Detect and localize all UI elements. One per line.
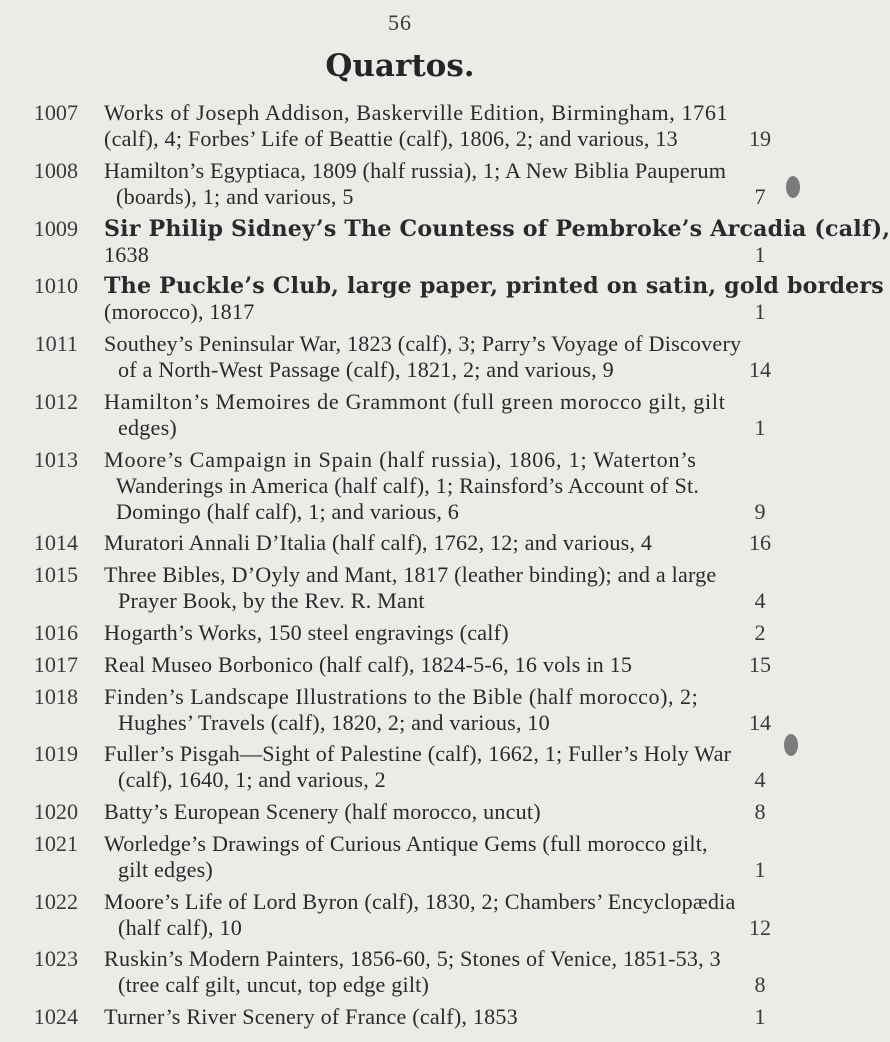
section-title: Quartos. <box>325 48 475 84</box>
lot-description-line: (tree calf gilt, uncut, top edge gilt) <box>118 972 430 998</box>
lot-description-line: Prayer Book, by the Rev. R. Mant <box>118 588 425 614</box>
lot-description-line: Hughes’ Travels (calf), 1820, 2; and various, 10 <box>118 709 550 735</box>
lot-number: 1018 <box>33 683 78 709</box>
lot-quantity: 1 <box>754 241 766 267</box>
lot-quantity: 14 <box>748 709 772 735</box>
lot-quantity: 1 <box>754 414 766 440</box>
lot-quantity: 8 <box>754 799 766 825</box>
lot-quantity: 1 <box>754 856 766 882</box>
lot-quantity: 1 <box>754 1004 766 1030</box>
lot-description-line: gilt edges) <box>118 856 213 882</box>
lot-quantity: 15 <box>748 651 772 677</box>
lot-number: 1013 <box>33 446 78 472</box>
page-number: 56 <box>388 10 412 35</box>
lot-description-line: (calf), 1640, 1; and various, 2 <box>118 767 386 793</box>
lot-number: 1024 <box>33 1004 78 1030</box>
lot-description-line: Works of Joseph Addison, Baskerville Edition, Birmingham, 1761 <box>104 100 729 125</box>
lot-description-line: edges) <box>118 414 177 440</box>
lot-number: 1008 <box>33 157 78 183</box>
lot-number: 1015 <box>33 562 78 588</box>
lot-description-line: Southey’s Peninsular War, 1823 (calf), 3; Parry’s Voyage of Discovery <box>104 331 742 357</box>
lot-description-line: Sir Philip Sidney’s The Countess of Pembroke’s Arcadia (calf), <box>104 215 890 242</box>
lot-number: 1007 <box>33 100 78 125</box>
lot-description-line: Hogarth’s Works, 150 steel engravings (calf) <box>104 620 509 645</box>
lot-description-line: (half calf), 10 <box>118 914 243 940</box>
lot-quantity: 19 <box>748 126 772 151</box>
lot-description-line: of a North-West Passage (calf), 1821, 2; and various, 9 <box>118 357 614 383</box>
lot-description-line: Fuller’s Pisgah—Sight of Palestine (calf), 1662, 1; Fuller’s Holy War <box>104 741 732 767</box>
lot-quantity: 12 <box>748 914 772 940</box>
lot-description-line: Finden’s Landscape Illustrations to the Bible (half morocco), 2; <box>104 683 699 709</box>
lot-description-line: Moore’s Campaign in Spain (half russia), 1806, 1; Waterton’s <box>104 446 697 472</box>
lot-description-line: (calf), 4; Forbes’ Life of Beattie (calf), 1806, 2; and various, 13 <box>104 126 678 151</box>
lot-description-line: (boards), 1; and various, 5 <box>116 183 354 209</box>
lot-quantity: 8 <box>754 972 766 998</box>
lot-number: 1011 <box>34 331 78 357</box>
lot-number: 1023 <box>33 946 78 972</box>
lot-description-line: Turner’s River Scenery of France (calf), 1853 <box>104 1004 518 1030</box>
lot-quantity: 9 <box>754 498 766 524</box>
margin-mark <box>784 734 798 756</box>
lot-description-line: Muratori Annali D’Italia (half calf), 1762, 12; and various, 4 <box>104 530 653 556</box>
lot-description-line: Batty’s European Scenery (half morocco, uncut) <box>104 799 541 825</box>
lot-quantity: 16 <box>748 530 772 556</box>
lot-description-line: Ruskin’s Modern Painters, 1856-60, 5; Stones of Venice, 1851-53, 3 <box>104 946 721 972</box>
lot-number: 1016 <box>33 620 78 645</box>
lot-description-line: Three Bibles, D’Oyly and Mant, 1817 (leather binding); and a large <box>104 562 717 588</box>
lot-number: 1012 <box>33 388 78 414</box>
lot-description-line: Moore’s Life of Lord Byron (calf), 1830, 2; Chambers’ Encyclopædia <box>104 888 736 914</box>
lot-quantity: 1 <box>754 299 766 325</box>
lot-description-line: Real Museo Borbonico (half calf), 1824-5-6, 16 vols in 15 <box>104 651 633 677</box>
lot-number: 1022 <box>33 888 78 914</box>
lot-number: 1019 <box>33 741 78 767</box>
lot-number: 1021 <box>33 830 78 856</box>
lot-description-line: Worledge’s Drawings of Curious Antique Gems (full morocco gilt, <box>104 830 708 856</box>
lot-number: 1017 <box>33 651 78 677</box>
lot-description-line: The Puckle’s Club, large paper, printed on satin, gold borders <box>104 273 884 300</box>
lot-description-line: Wanderings in America (half calf), 1; Rainsford’s Account of St. <box>116 472 700 498</box>
lot-description-line: Hamilton’s Memoires de Grammont (full green morocco gilt, gilt <box>104 388 726 414</box>
lot-quantity: 4 <box>754 767 766 793</box>
lot-number: 1014 <box>33 530 78 556</box>
lot-description-line: Domingo (half calf), 1; and various, 6 <box>116 498 460 524</box>
lot-quantity: 7 <box>754 183 766 209</box>
lot-quantity: 4 <box>754 588 766 614</box>
margin-mark <box>786 176 800 198</box>
lot-description-line: Hamilton’s Egyptiaca, 1809 (half russia), 1; A New Biblia Pauperum <box>104 157 727 183</box>
lot-number: 1009 <box>33 215 78 241</box>
lot-description-line: 1638 <box>104 241 150 267</box>
lot-number: 1010 <box>33 273 78 299</box>
lot-quantity: 2 <box>754 620 766 645</box>
lot-description-line: (morocco), 1817 <box>104 299 255 325</box>
lot-number: 1020 <box>33 799 78 825</box>
lot-quantity: 14 <box>748 357 772 383</box>
